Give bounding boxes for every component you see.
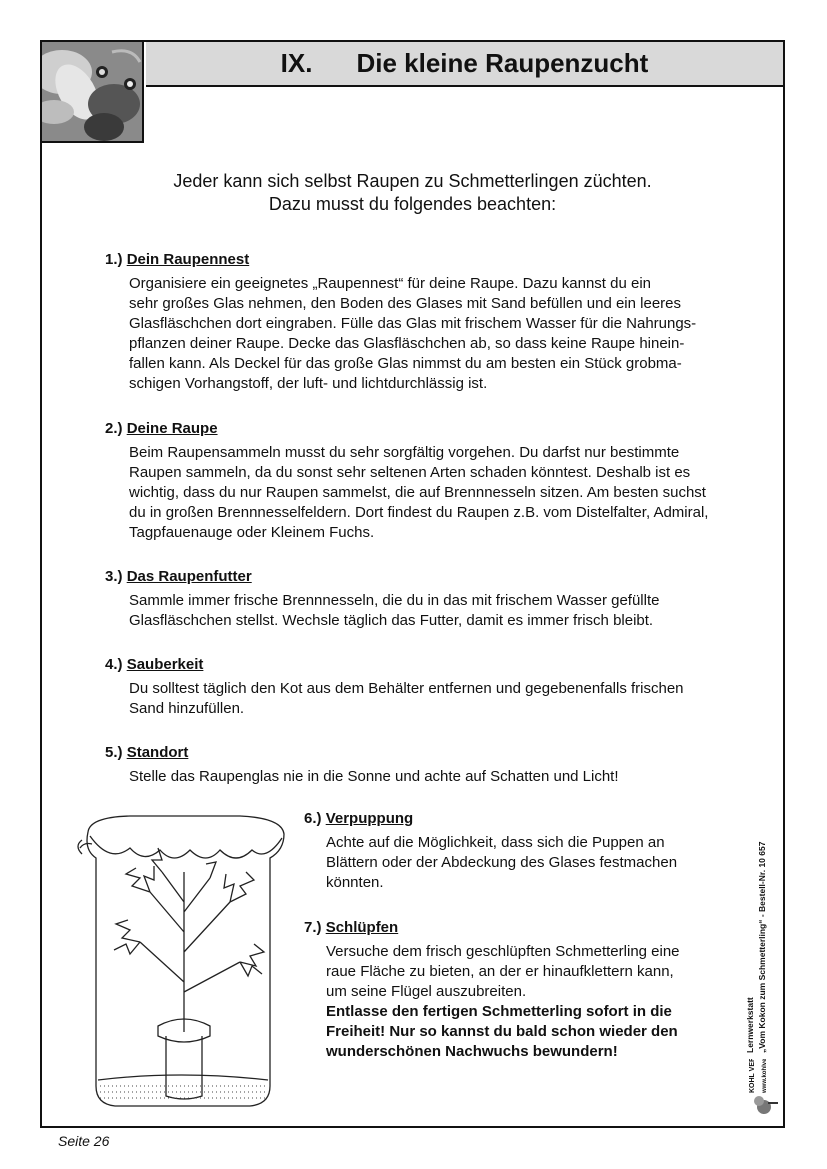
section-body: Organisiere ein geeignetes „Raupennest“ für deine Raupe. Dazu kannst du ein sehr großes Glas nehmen, den Boden des Glases mit Sand befüllen und ein leeres Glasfläschchen dort eingraben. Fülle das Glas mit frischem Wasser für die Nahrungs- pflanzen deiner Raupe. Decke das Glasfläschchen ab, so dass keine Raupe hinein- fallen kann. Als Deckel für das große Glas nimmst du am besten ein Stück grobma- schigen Vorhangstoff, der luft- und lichtdurchlässig ist. xyxy=(129,275,697,392)
section-body: Du solltest täglich den Kot aus dem Behälter entfernen und gegebenenfalls frischen Sand hinzufüllen. xyxy=(129,680,684,717)
section-raupenfutter xyxy=(105,568,763,631)
publisher-url: www.kohlverlag.de xyxy=(762,1059,768,1093)
section-raupe xyxy=(105,420,763,543)
section-body: Versuche dem frisch geschlüpften Schmetterling eine raue Fläche zu bieten, an der er hinaufklettern kann, um seine Flügel auszubreiten. Entlasse den fertigen Schmetterling sofort in die Freiheit! Nur so kannst du bald schon wieder den wunderschönen Nachwuchs bewundern! xyxy=(326,943,680,1060)
intro-line-2: Dazu musst du folgendes beachten: xyxy=(268,194,557,214)
section-heading: 7.) Schlüpfen xyxy=(304,919,399,936)
title-bar xyxy=(146,42,783,87)
section-heading: 2.) Deine Raupe xyxy=(105,420,218,437)
page-title: Die kleine Raupenzucht xyxy=(356,48,649,78)
section-body: Stelle das Raupenglas nie in die Sonne und achte auf Schatten und Licht! xyxy=(129,768,619,785)
section-schluepfen xyxy=(304,919,743,1062)
section-heading: 5.) Standort xyxy=(105,744,189,761)
section-verpuppung xyxy=(304,810,743,893)
page-number: Seite 26 xyxy=(58,1133,110,1149)
intro-text xyxy=(42,170,783,216)
section-standort xyxy=(105,744,763,787)
publisher-logo xyxy=(742,1057,780,1117)
section-heading: 4.) Sauberkeit xyxy=(105,656,204,673)
sidebar-line-2: „Vom Kokon zum Schmetterling“ - Bestell-Nr. 10 657 xyxy=(757,841,767,1053)
publisher-name: KOHL VERLAG xyxy=(749,1059,756,1093)
section-heading: 1.) Dein Raupennest xyxy=(105,251,250,268)
chapter-number: IX. xyxy=(280,48,313,78)
page-frame xyxy=(40,40,785,1128)
butterfly-photo xyxy=(42,42,144,143)
section-body: Achte auf die Möglichkeit, dass sich die Puppen an Blättern oder der Abdeckung des Glases festmachen könnten. xyxy=(326,834,678,891)
section-body: Beim Raupensammeln musst du sehr sorgfältig vorgehen. Du darfst nur bestimmte Raupen sammeln, da du sonst sehr seltenen Arten schaden könntest. Deshalb ist es wichtig, dass du nur Raupen sammelst, die auf Brennnesseln sitzen. Am besten suchst du in großen Brennnesselfeldern. Dort findest du Raupen z.B. vom Distelfalter, Admiral, Tagpfauenauge oder Kleinem Fuchs. xyxy=(129,444,709,541)
jar-illustration xyxy=(70,812,298,1112)
publisher-sidebar xyxy=(742,787,780,1117)
section-heading: 3.) Das Raupenfutter xyxy=(105,568,252,585)
section-body: Sammle immer frische Brennnesseln, die du in das mit frischem Wasser gefüllte Glasfläschchen stellst. Wechsle täglich das Futter, damit es immer frisch bleibt. xyxy=(129,592,660,629)
section-heading: 6.) Verpuppung xyxy=(304,810,414,827)
section-raupennest xyxy=(105,251,763,394)
section-sauberkeit xyxy=(105,656,763,719)
intro-line-1: Jeder kann sich selbst Raupen zu Schmetterlingen züchten. xyxy=(173,171,652,191)
sidebar-line-1: Lernwerkstatt xyxy=(745,997,755,1053)
